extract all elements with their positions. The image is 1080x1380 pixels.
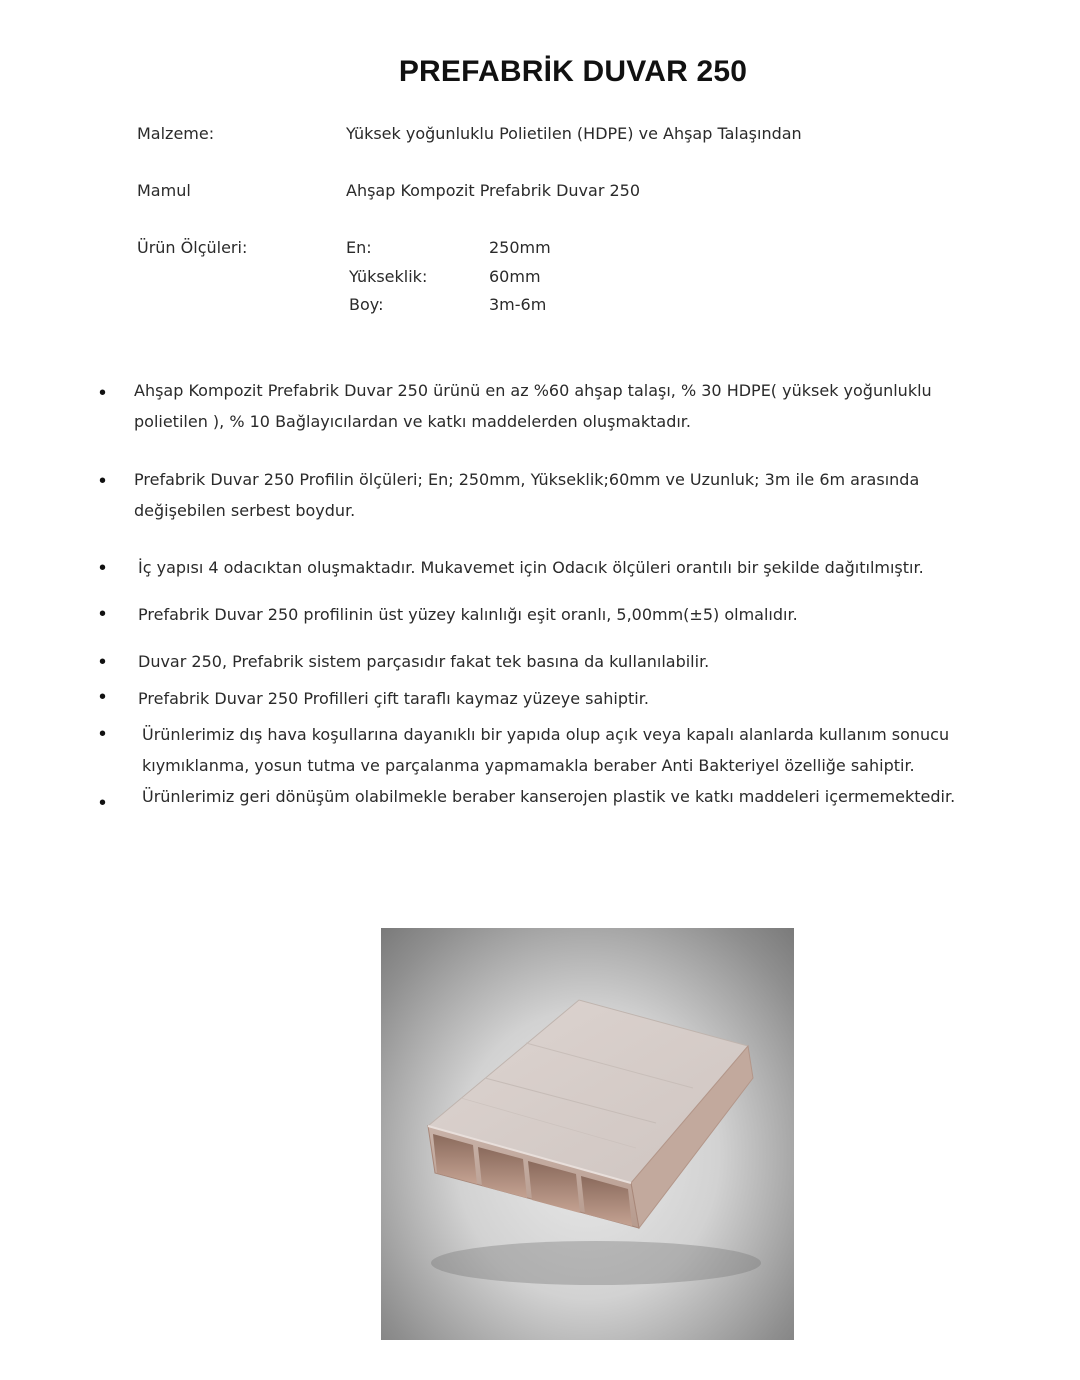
list-item: Ahşap Kompozit Prefabrik Duvar 250 ürünü en az %60 ahşap talaşı, % 30 HDPE( yüksek yoğunluklu polietilen ), % 10 Bağlayıcılardan ve katkı maddelerden oluşmaktadır. xyxy=(134,381,932,431)
list-item: Ürünlerimiz geri dönüşüm olabilmekle beraber kanserojen plastik ve katkı maddeleri içermemektedir. xyxy=(142,787,956,806)
material-label: Malzeme: xyxy=(137,124,215,143)
dimension-width-value: 250mm xyxy=(489,238,551,257)
list-item: Prefabrik Duvar 250 Profilleri çift taraflı kaymaz yüzeye sahiptir. xyxy=(138,689,649,708)
dimension-height-value: 60mm xyxy=(489,267,541,286)
product-value: Ahşap Kompozit Prefabrik Duvar 250 xyxy=(346,181,641,200)
dimensions-label: Ürün Ölçüleri: xyxy=(137,238,248,257)
list-item: İç yapısı 4 odacıktan oluşmaktadır. Mukavemet için Odacık ölçüleri orantılı bir şekilde dağıtılmıştır. xyxy=(138,558,924,577)
bullet-icon: • xyxy=(99,792,107,814)
product-label: Mamul xyxy=(137,181,191,200)
bullet-icon: • xyxy=(99,651,107,673)
bullet-icon: • xyxy=(99,723,107,745)
bullet-icon: • xyxy=(99,382,107,404)
list-item: Ürünlerimiz dış hava koşullarına dayanıklı bir yapıda olup açık veya kapalı alanlarda kullanım sonucu kıymıklanma, yosun tutma ve parçalanma yapmamakla beraber Anti Bakteriyel özelliğe sahiptir. xyxy=(142,725,950,775)
bullet-icon: • xyxy=(99,686,107,708)
prefab-wall-panel-illustration xyxy=(381,928,794,1340)
product-image xyxy=(381,928,794,1340)
list-item: Prefabrik Duvar 250 Profilin ölçüleri; En; 250mm, Yükseklik;60mm ve Uzunluk; 3m ile 6m arasında değişebilen serbest boydur. xyxy=(134,470,920,520)
bullet-icon: • xyxy=(99,470,107,492)
dimension-width-label: En: xyxy=(346,238,372,257)
material-value: Yüksek yoğunluklu Polietilen (HDPE) ve Ahşap Talaşından xyxy=(346,124,802,143)
list-item: Duvar 250, Prefabrik sistem parçasıdır fakat tek basına da kullanılabilir. xyxy=(138,652,710,671)
list-item: Prefabrik Duvar 250 profilinin üst yüzey kalınlığı eşit oranlı, 5,00mm(±5) olmalıdır. xyxy=(138,605,798,624)
bullet-icon: • xyxy=(99,557,107,579)
dimension-length-value: 3m-6m xyxy=(489,295,547,314)
dimension-length-label: Boy: xyxy=(349,295,384,314)
page-title: PREFABRİK DUVAR 250 xyxy=(398,55,748,88)
dimension-height-label: Yükseklik: xyxy=(349,267,428,286)
bullet-icon: • xyxy=(99,603,107,625)
